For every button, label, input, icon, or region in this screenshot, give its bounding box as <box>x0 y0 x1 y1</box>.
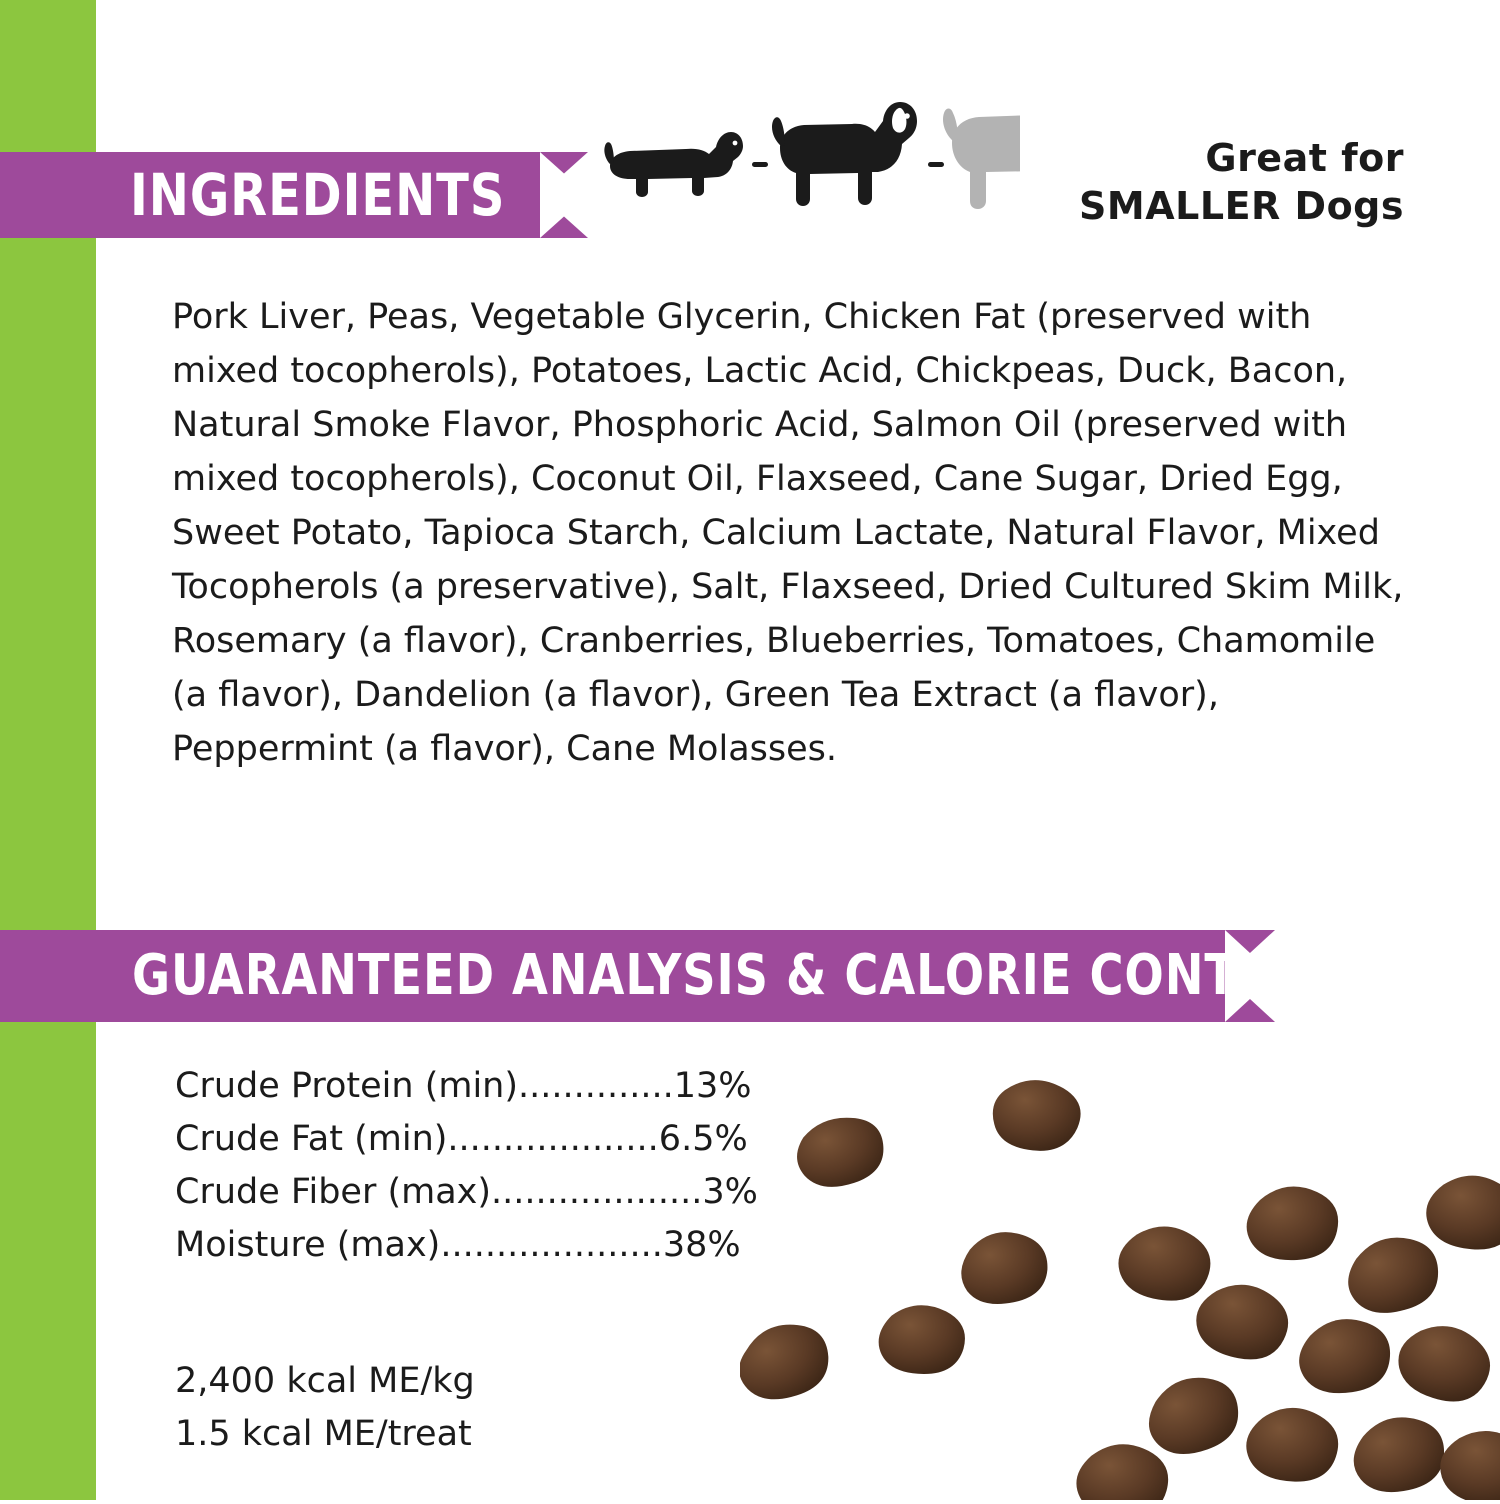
analysis-row: Crude Fat (min)...................6.5% <box>175 1119 748 1159</box>
great-for-smaller-dogs-callout <box>1079 134 1404 230</box>
dog-treats-photo <box>740 1050 1500 1500</box>
dog-silhouette-medium-icon <box>772 102 917 206</box>
guaranteed-analysis-list <box>175 1060 795 1272</box>
ingredients-text: Pork Liver, Peas, Vegetable Glycerin, Chicken Fat (preserved with mixed tocopherols), Potatoes, Lactic Acid, Chickpeas, Duck, Bacon, Natural Smoke Flavor, Phosphoric Acid, Salmon Oil (preserved with mixed tocopherols), Coconut Oil, Flaxseed, Cane Sugar, Dried Egg, Sweet Potato, Tapioca Starch, Calcium Lactate, Natural Flavor, Mixed Tocopherols (a preservative), Salt, Flaxseed, Dried Cultured Skim Milk, Rosemary (a flavor), Cranberries, Blueberries, Tomatoes, Chamomile (a flavor), Dandelion (a flavor), Green Tea Extract (a flavor), Peppermint (a flavor), Cane Molasses. <box>172 297 1404 769</box>
calorie-per-kg: 2,400 kcal ME/kg <box>175 1361 475 1401</box>
dog-size-silhouettes <box>600 88 1020 220</box>
calorie-content <box>175 1355 475 1461</box>
ingredients-header-label: INGREDIENTS <box>130 161 506 229</box>
callout-line-2 <box>1079 182 1404 230</box>
calorie-per-treat: 1.5 kcal ME/treat <box>175 1414 472 1454</box>
analysis-row: Moisture (max)....................38% <box>175 1225 741 1265</box>
ga-banner-arrow-notch <box>1225 930 1275 1022</box>
callout-smaller-word: SMALLER <box>1079 184 1281 228</box>
dog-silhouette-large-icon <box>943 91 1020 209</box>
callout-dogs-word: Dogs <box>1280 184 1404 228</box>
banner-arrow-notch <box>540 152 588 238</box>
ingredients-header-banner <box>0 152 540 238</box>
guaranteed-analysis-header-banner <box>0 930 1342 1022</box>
dog-silhouette-small-icon <box>604 132 743 197</box>
analysis-row: Crude Fiber (max)...................3% <box>175 1172 758 1212</box>
analysis-row: Crude Protein (min)..............13% <box>175 1066 752 1106</box>
guaranteed-analysis-header-label: GUARANTEED ANALYSIS & CALORIE CONTENT <box>132 943 1342 1008</box>
callout-line-1: Great for <box>1205 136 1404 180</box>
